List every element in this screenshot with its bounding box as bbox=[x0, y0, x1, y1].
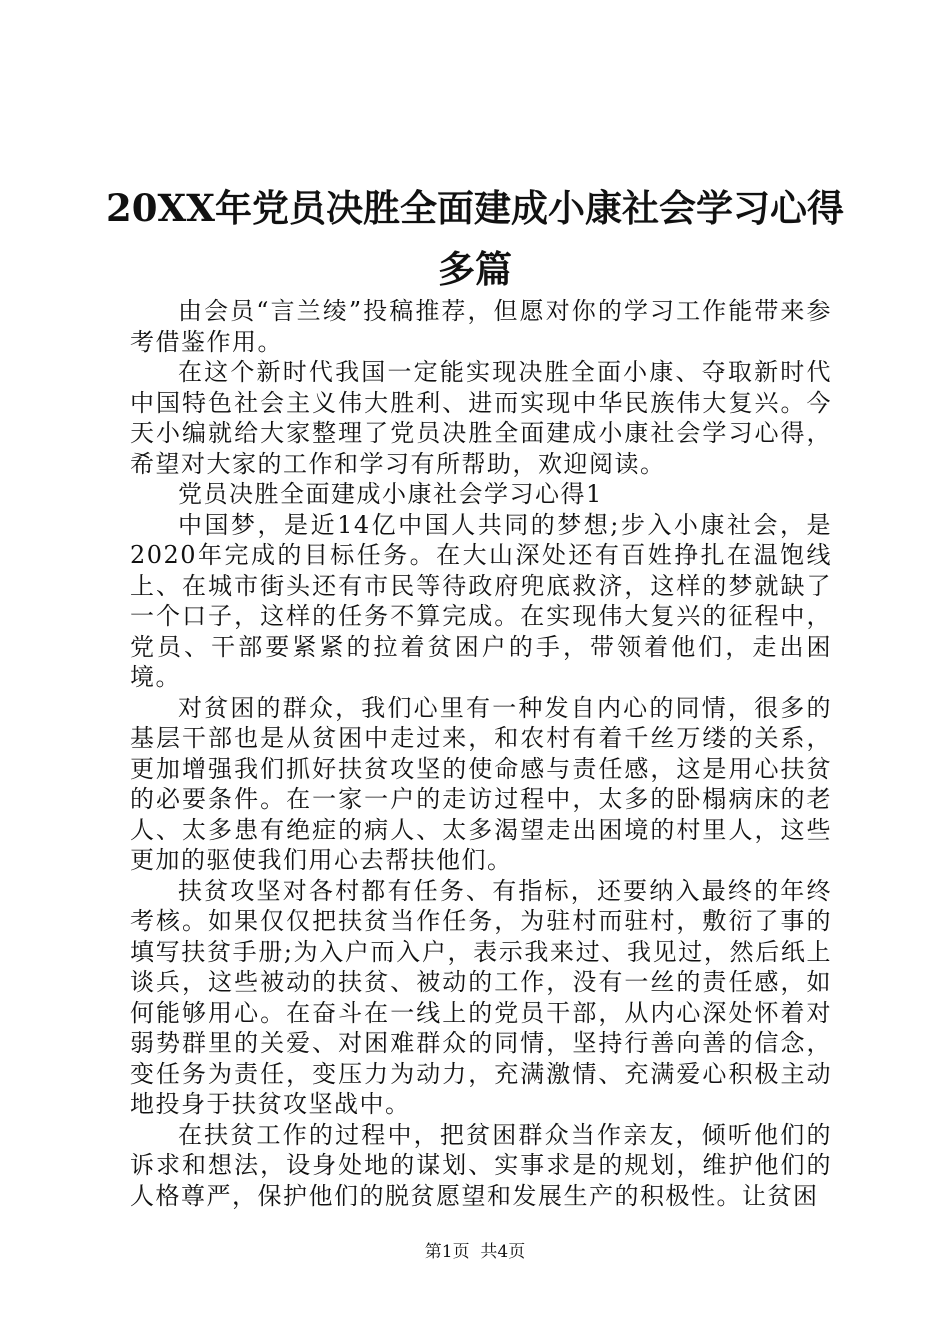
page-total: 共4页 bbox=[480, 1242, 526, 1262]
document-title-line-2: 多篇 bbox=[438, 247, 512, 291]
section-heading: 党员决胜全面建成小康社会学习心得1 bbox=[178, 480, 603, 508]
page-number: 第1页 bbox=[424, 1242, 470, 1262]
paragraph: 对贫困的群众，我们心里有一种发自内心的同情，很多的基层干部也是从贫困中走过来，和农村有着千丝万缕的关系，更加增强我们抓好扶贫攻坚的使命感与责任感，这是用心扶贫的必要条件。在一家一户的走访过程中，太多的卧榻病床的老人、太多患有绝症的病人、太多渴望走出困境的村里人，这些更加的驱使我们用心去帮扶他们。 bbox=[130, 693, 832, 874]
paragraph: 中国梦，是近14亿中国人共同的梦想;步入小康社会，是2020年完成的目标任务。在大山深处还有百姓挣扎在温饱线上、在城市街头还有市民等待政府兜底救济，这样的梦就缺了一个口子，这样的任务不算完成。在实现伟大复兴的征程中，党员、干部要紧紧的拉着贫困户的手，带领着他们，走出困境。 bbox=[130, 510, 832, 691]
paragraph-intro: 由会员“言兰绫”投稿推荐，但愿对你的学习工作能带来参考借鉴作用。 bbox=[130, 297, 832, 356]
document-body bbox=[130, 296, 832, 1211]
paragraph-preface: 在这个新时代我国一定能实现决胜全面小康、夺取新时代中国特色社会主义伟大胜利、进而实现中华民族伟大复兴。今天小编就给大家整理了党员决胜全面建成小康社会学习心得，希望对大家的工作和学习有所帮助，欢迎阅读。 bbox=[130, 358, 832, 478]
paragraph: 扶贫攻坚对各村都有任务、有指标，还要纳入最终的年终考核。如果仅仅把扶贫当作任务，为驻村而驻村，敷衍了事的填写扶贫手册;为入户而入户，表示我来过、我见过，然后纸上谈兵，这些被动的扶贫、被动的工作，没有一丝的责任感，如何能够用心。在奋斗在一线上的党员干部，从内心深处怀着对弱势群里的关爱、对困难群众的同情，坚持行善向善的信念，变任务为责任，变压力为动力，充满激情、充满爱心积极主动地投身于扶贫攻坚战中。 bbox=[130, 876, 832, 1118]
paragraph: 在扶贫工作的过程中，把贫困群众当作亲友，倾听他们的诉求和想法，设身处地的谋划、实事求是的规划，维护他们的人格尊严，保护他们的脱贫愿望和发展生产的积极性。让贫困 bbox=[130, 1120, 832, 1210]
page-footer bbox=[0, 1244, 950, 1261]
document-title-line-1: 20XX年党员决胜全面建成小康社会学习心得 bbox=[106, 186, 844, 230]
